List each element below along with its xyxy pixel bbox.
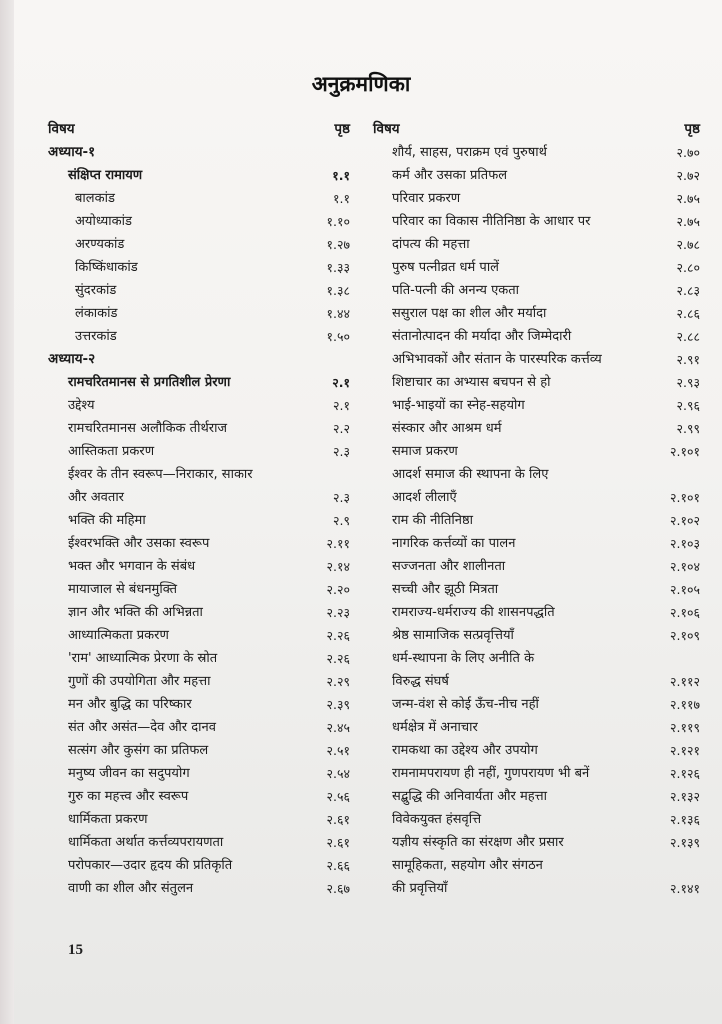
toc-entry — [48, 831, 350, 854]
toc-entry — [48, 716, 350, 739]
toc-entry-title: ससुराल पक्ष का शील और मर्यादा — [392, 306, 547, 321]
toc-entry-title: बालकांड — [75, 191, 115, 206]
toc-entry-page: २.९९ — [676, 421, 700, 436]
toc-entry-page: २.१२१ — [670, 743, 700, 758]
toc-entry-page: १.१ — [333, 191, 350, 206]
toc-entry-title: रामकथा का उद्देश्य और उपयोग — [392, 743, 538, 758]
page-column-header: पृष्ठ — [684, 121, 700, 137]
toc-entry-page: २.१०३ — [670, 536, 700, 551]
toc-entry-page: १.५० — [326, 329, 350, 344]
toc-entry-title: धर्मक्षेत्र में अनाचार — [392, 720, 478, 735]
toc-entry-page: २.१०२ — [670, 513, 700, 528]
toc-entry — [373, 509, 700, 532]
toc-entry-title: ईश्वर के तीन स्वरूप—निराकार, साकार — [68, 467, 253, 482]
toc-entry-title: सद्बुद्धि की अनिवार्यता और महत्ता — [392, 789, 548, 804]
toc-entry-title: की प्रवृत्तियाँ — [392, 881, 448, 896]
toc-entry-page: २.८६ — [676, 306, 700, 321]
toc-entry-page: २.२९ — [326, 674, 350, 689]
toc-entry-title: आध्यात्मिकता प्रकरण — [68, 628, 169, 643]
toc-entry-title: रामराज्य-धर्मराज्य की शासनपद्धति — [392, 605, 555, 620]
toc-entry-page: २.११ — [326, 536, 350, 551]
toc-entry-page: २.६६ — [326, 858, 350, 873]
toc-entry-title: उत्तरकांड — [75, 329, 117, 344]
toc-entry-title: रामनामपरायण ही नहीं, गुणपरायण भी बनें — [392, 766, 590, 781]
toc-entry-page: २.१०५ — [670, 582, 700, 597]
toc-entry — [373, 647, 700, 670]
toc-entry-title: किष्किंधाकांड — [75, 260, 138, 275]
toc-entry-title: शौर्य, साहस, पराक्रम एवं पुरुषार्थ — [392, 145, 547, 160]
toc-entry-page: २.१२६ — [670, 766, 700, 781]
toc-entry — [48, 302, 350, 325]
toc-entry-title: पुरुष पत्नीव्रत धर्म पालें — [392, 260, 499, 275]
toc-entry — [48, 509, 350, 532]
toc-entry — [48, 325, 350, 348]
toc-entry-page: २.१०४ — [670, 559, 700, 574]
toc-entry — [48, 417, 350, 440]
toc-entry-title: पति-पत्नी की अनन्य एकता — [392, 283, 520, 298]
toc-entry-page: २.१३२ — [670, 789, 700, 804]
toc-entry-title: आदर्श समाज की स्थापना के लिए — [392, 467, 549, 482]
toc-entry-title: ईश्वरभक्ति और उसका स्वरूप — [68, 536, 210, 551]
toc-entry-page: २.५१ — [326, 743, 350, 758]
toc-entry-page: २.३ — [333, 490, 350, 505]
toc-entry-title: ज्ञान और भक्ति की अभिन्नता — [68, 605, 203, 620]
toc-entry — [373, 601, 700, 624]
toc-entry-page: १.२७ — [326, 237, 350, 252]
toc-entry — [373, 302, 700, 325]
toc-entry-page: २.५६ — [326, 789, 350, 804]
toc-entry-title: जन्म-वंश से कोई ऊँच-नीच नहीं — [392, 697, 539, 712]
toc-entry — [48, 601, 350, 624]
toc-entry-page: २.७२ — [676, 168, 700, 183]
toc-entry — [373, 877, 700, 900]
toc-entry-page: २.७८ — [676, 237, 700, 252]
toc-entry-page: २.२३ — [326, 605, 350, 620]
toc-entry — [373, 325, 700, 348]
toc-entry-page: २.२६ — [326, 651, 350, 666]
toc-entry-page: २.४५ — [326, 720, 350, 735]
toc-entry-title: लंकाकांड — [75, 306, 118, 321]
toc-entry — [373, 785, 700, 808]
toc-entry — [48, 187, 350, 210]
toc-entry-title: संतानोत्पादन की मर्यादा और जिम्मेदारी — [392, 329, 572, 344]
toc-entry — [48, 808, 350, 831]
subject-column-header: विषय — [373, 121, 400, 137]
toc-entry — [373, 164, 700, 187]
toc-entry-title: सच्ची और झूठी मित्रता — [392, 582, 499, 597]
toc-entry-title: गुरु का महत्त्व और स्वरूप — [68, 789, 189, 804]
toc-entry-title: संक्षिप्त रामायण — [68, 168, 143, 183]
toc-entry — [373, 348, 700, 371]
toc-entry-page: २.७० — [676, 145, 700, 160]
toc-entry-title: मनुष्य जीवन का सदुपयोग — [68, 766, 190, 781]
toc-entry-page: १.३८ — [326, 283, 350, 298]
toc-entry-page: २.११२ — [670, 674, 700, 689]
toc-entry — [373, 854, 700, 877]
toc-entry-title: धार्मिकता अर्थात कर्त्तव्यपरायणता — [68, 835, 224, 850]
toc-chapter-heading — [48, 141, 350, 164]
toc-entry-title: संत और असंत—देव और दानव — [68, 720, 216, 735]
toc-entry — [48, 463, 350, 486]
toc-right-column — [373, 118, 700, 900]
toc-entry-page: २.१३९ — [670, 835, 700, 850]
toc-entry-title: रामचरितमानस से प्रगतिशील प्रेरणा — [68, 375, 231, 390]
toc-entry — [48, 440, 350, 463]
toc-entry-title: नागरिक कर्त्तव्यों का पालन — [392, 536, 516, 551]
toc-entry-title: सुंदरकांड — [75, 283, 117, 298]
toc-entry-title: परोपकार—उदार हृदय की प्रतिकृति — [68, 858, 233, 873]
toc-entry-page: २.१३६ — [670, 812, 700, 827]
subject-column-header: विषय — [48, 121, 75, 137]
toc-entry — [373, 624, 700, 647]
toc-entry-title: उद्देश्य — [68, 398, 95, 413]
toc-entry-page: २.६७ — [326, 881, 350, 896]
toc-entry-page: २.१०१ — [670, 444, 700, 459]
toc-entry — [373, 141, 700, 164]
toc-entry — [373, 210, 700, 233]
toc-entry-page: २.१ — [332, 375, 350, 390]
toc-entry — [373, 233, 700, 256]
toc-entry-title: अयोध्याकांड — [75, 214, 132, 229]
toc-entry — [373, 739, 700, 762]
toc-entry — [48, 555, 350, 578]
toc-entry-page: २.९६ — [676, 398, 700, 413]
toc-entry — [48, 164, 350, 187]
toc-entry — [48, 785, 350, 808]
toc-entry — [48, 256, 350, 279]
toc-entry-title: 'राम' आध्यात्मिक प्रेरणा के स्रोत — [68, 651, 218, 666]
toc-entry-page: २.१४१ — [670, 881, 700, 896]
toc-entry-page: २.२० — [326, 582, 350, 597]
toc-entry — [373, 670, 700, 693]
toc-entry — [373, 187, 700, 210]
toc-entry-title: आदर्श लीलाएँ — [392, 490, 457, 505]
toc-entry-page: २.९१ — [676, 352, 700, 367]
toc-entry-title: अध्याय-२ — [48, 351, 96, 367]
toc-entry-title: राम की नीतिनिष्ठा — [392, 513, 474, 528]
toc-entry — [48, 739, 350, 762]
toc-entry-title: समाज प्रकरण — [392, 444, 458, 459]
toc-entry-page: २.७५ — [676, 191, 700, 206]
toc-entry-page: २.३९ — [326, 697, 350, 712]
toc-entry — [373, 371, 700, 394]
toc-entry — [373, 279, 700, 302]
toc-entry-title: भक्ति की महिमा — [68, 513, 146, 528]
toc-entry-title: और अवतार — [68, 490, 125, 505]
toc-entry — [373, 578, 700, 601]
toc-entry-title: गुणों की उपयोगिता और महत्ता — [68, 674, 211, 689]
toc-entry — [48, 486, 350, 509]
toc-entry — [48, 578, 350, 601]
toc-entry-title: सत्संग और कुसंग का प्रतिफल — [68, 743, 209, 758]
toc-entry-page: २.९ — [333, 513, 350, 528]
toc-entry-page: २.१०६ — [670, 605, 700, 620]
toc-entry-title: विरुद्ध संघर्ष — [392, 674, 449, 689]
toc-entry-title: भाई-भाइयों का स्नेह-सहयोग — [392, 398, 525, 413]
toc-entry-page: २.९३ — [676, 375, 700, 390]
toc-entry-title: संस्कार और आश्रम धर्म — [392, 421, 502, 436]
toc-entry — [48, 877, 350, 900]
toc-entry-title: अरण्यकांड — [75, 237, 125, 252]
toc-entry-page: २.११७ — [670, 697, 700, 712]
toc-entry-title: अध्याय-१ — [48, 144, 96, 160]
toc-entry — [373, 256, 700, 279]
toc-entry — [48, 670, 350, 693]
toc-entry — [373, 394, 700, 417]
toc-entry-page: २.१ — [333, 398, 350, 413]
toc-entry-title: कर्म और उसका प्रतिफल — [392, 168, 508, 183]
toc-entry-title: भक्त और भगवान के संबंध — [68, 559, 196, 574]
toc-entry-title: मन और बुद्धि का परिष्कार — [68, 697, 192, 712]
toc-entry-title: शिष्टाचार का अभ्यास बचपन से हो — [392, 375, 551, 390]
toc-entry-title: वाणी का शील और संतुलन — [68, 881, 194, 896]
toc-entry — [373, 555, 700, 578]
toc-entry — [48, 624, 350, 647]
toc-entry — [48, 394, 350, 417]
toc-left-column — [48, 118, 350, 900]
toc-entry-title: धर्म-स्थापना के लिए अनीति के — [392, 651, 535, 666]
toc-entry-title: श्रेष्ठ सामाजिक सत्प्रवृत्तियाँ — [392, 628, 514, 643]
toc-entry — [48, 693, 350, 716]
toc-entry-title: विवेकयुक्त हंसवृत्ति — [392, 812, 482, 827]
toc-entry — [373, 440, 700, 463]
toc-entry-page: २.११९ — [670, 720, 700, 735]
toc-entry — [373, 808, 700, 831]
toc-entry-page: २.७५ — [676, 214, 700, 229]
toc-entry — [48, 647, 350, 670]
toc-header — [373, 118, 700, 141]
toc-entry-title: परिवार प्रकरण — [392, 191, 461, 206]
toc-entry-title: रामचरितमानस अलौकिक तीर्थराज — [68, 421, 228, 436]
toc-entry-page: १.३३ — [326, 260, 350, 275]
toc-header — [48, 118, 350, 141]
toc-entry-title: धार्मिकता प्रकरण — [68, 812, 148, 827]
toc-entry — [48, 279, 350, 302]
toc-entry — [48, 210, 350, 233]
toc-entry-title: सामूहिकता, सहयोग और संगठन — [392, 858, 543, 873]
toc-entry — [373, 532, 700, 555]
toc-entry-title: परिवार का विकास नीतिनिष्ठा के आधार पर — [392, 214, 591, 229]
toc-entry-page: २.२ — [333, 421, 350, 436]
page-column-header: पृष्ठ — [334, 121, 350, 137]
toc-entry-page: १.१ — [332, 168, 350, 183]
toc-entry-page: २.६१ — [326, 835, 350, 850]
toc-entry-title: आस्तिकता प्रकरण — [68, 444, 155, 459]
toc-entry-title: मायाजाल से बंधनमुक्ति — [68, 582, 178, 597]
toc-entry-title: यज्ञीय संस्कृति का संरक्षण और प्रसार — [392, 835, 564, 850]
toc-entry-page: २.२६ — [326, 628, 350, 643]
toc-entry-page: १.४४ — [326, 306, 350, 321]
toc-entry-page: २.८८ — [676, 329, 700, 344]
toc-entry-page: १.१० — [326, 214, 350, 229]
toc-entry — [48, 532, 350, 555]
toc-entry — [48, 762, 350, 785]
toc-entry-page: २.८० — [676, 260, 700, 275]
toc-entry-page: २.१०१ — [670, 490, 700, 505]
toc-entry — [373, 693, 700, 716]
page-number: 15 — [68, 942, 83, 958]
toc-entry-page: २.६१ — [326, 812, 350, 827]
toc-entry-page: २.३ — [333, 444, 350, 459]
toc-entry-page: २.८३ — [676, 283, 700, 298]
toc-entry — [373, 486, 700, 509]
page-title: अनुक्रमणिका — [311, 72, 411, 96]
toc-entry-title: दांपत्य की महत्ता — [392, 237, 470, 252]
toc-entry — [48, 233, 350, 256]
toc-entry — [373, 463, 700, 486]
toc-entry — [48, 371, 350, 394]
toc-entry-page: २.१४ — [326, 559, 350, 574]
toc-entry — [373, 417, 700, 440]
toc-entry — [373, 716, 700, 739]
toc-entry — [48, 854, 350, 877]
toc-entry-title: अभिभावकों और संतान के पारस्परिक कर्त्तव्य — [392, 352, 602, 367]
page-spine-shadow — [0, 0, 14, 1024]
toc-entry — [373, 831, 700, 854]
toc-chapter-heading — [48, 348, 350, 371]
toc-entry — [373, 762, 700, 785]
toc-entry-title: सज्जनता और शालीनता — [392, 559, 506, 574]
toc-entry-page: २.५४ — [326, 766, 350, 781]
toc-entry-page: २.१०९ — [670, 628, 700, 643]
